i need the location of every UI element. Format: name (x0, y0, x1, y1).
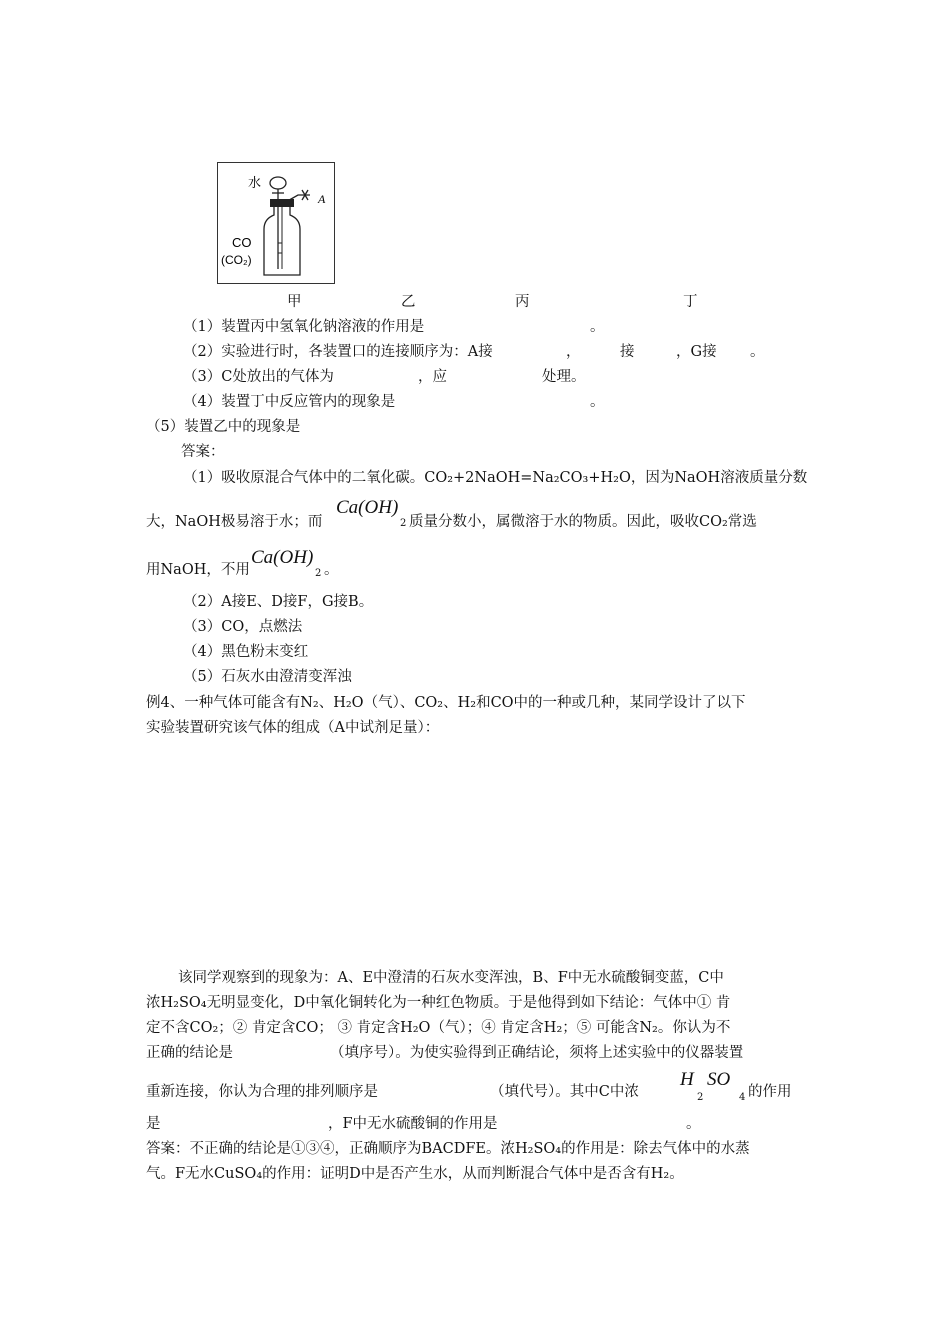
question-2-comma: ， (566, 344, 581, 360)
observation-line5-b: （填代号）。其中C中浓 (490, 1084, 639, 1100)
apparatus-figure (217, 162, 335, 284)
question-3: （3）C处放出的气体为 (183, 369, 334, 385)
answer-1-line1: （1）吸收原混合气体中的二氧化碳。CO₂+2NaOH=Na₂CO₃+H₂O，因为NaOH溶液质量分数 (183, 470, 808, 486)
caption-ding: 丁 (683, 294, 698, 310)
answer-3: （3）CO，点燃法 (183, 619, 303, 635)
formula-caoh: Ca(OH) (336, 497, 399, 518)
caption-bing: 丙 (515, 294, 530, 310)
a-label: A (318, 192, 326, 206)
question-2-g: ，G接 (676, 344, 717, 360)
answer-4: （4）黑色粉末变红 (183, 644, 309, 660)
example4-line1: 例4、一种气体可能含有N₂、H₂O（气）、CO₂、H₂和CO中的一种或几种，某同学设计了以下 (146, 695, 746, 711)
formula-caoh-2-sub: 2 (315, 568, 322, 579)
formula-h-sub: 2 (697, 1092, 704, 1103)
answer-2: （2）A接E、D接F，G接B。 (183, 594, 374, 610)
observation-line6-a: 是 (146, 1116, 161, 1132)
question-5: （5）装置乙中的现象是 (146, 419, 301, 435)
formula-caoh-sub: 2 (400, 518, 407, 529)
observation-line3: 定不含CO₂；② 肯定含CO； ③ 肯定含H₂O（气）；④ 肯定含H₂；⑤ 可能含N₂。你认为不 (146, 1020, 731, 1036)
observation-line1: 该同学观察到的现象为：A、E中澄清的石灰水变浑浊，B、F中无水硫酸铜变蓝，C中 (178, 970, 724, 986)
answer-1-line2-post: 质量分数小，属微溶于水的物质。因此，吸收CO₂常选 (409, 514, 757, 530)
question-2-connect: 接 (620, 344, 635, 360)
observation-line5-c: 的作用 (748, 1084, 792, 1100)
observation-line6-c: 。 (686, 1116, 701, 1132)
caption-jia: 甲 (287, 294, 302, 310)
observation-line6-b: ，F中无水硫酸铜的作用是 (328, 1116, 498, 1132)
answer-1-line3-pre: 用NaOH，不用 (146, 562, 250, 578)
question-4-end: 。 (590, 394, 605, 410)
question-3-should: ，应 (418, 369, 447, 385)
example4-line2: 实验装置研究该气体的组成（A中试剂足量）： (146, 720, 440, 736)
answer-5: （5）石灰水由澄清变浑浊 (183, 669, 352, 685)
formula-so: SO (707, 1069, 731, 1090)
answer-1-line3-post: 。 (324, 562, 339, 578)
water-label: 水 (248, 176, 262, 191)
question-3-process: 处理。 (542, 369, 586, 385)
formula-h: H (680, 1069, 694, 1090)
example4-answer-line2: 气。F无水CuSO₄的作用：证明D中是否产生水，从而判断混合气体中是否含有H₂。 (146, 1166, 684, 1182)
question-2-end: 。 (750, 344, 765, 360)
answer-1-line2-pre: 大，NaOH极易溶于水；而 (146, 514, 323, 530)
question-1: （1）装置丙中氢氧化钠溶液的作用是 (183, 319, 425, 335)
question-2: （2）实验进行时，各装置口的连接顺序为：A接 (183, 344, 493, 360)
question-4: （4）装置丁中反应管内的现象是 (183, 394, 396, 410)
question-1-end: 。 (590, 319, 605, 335)
caption-yi: 乙 (401, 294, 416, 310)
observation-line4-a: 正确的结论是 (146, 1045, 233, 1061)
formula-so-sub: 4 (739, 1092, 746, 1103)
co-label: CO (232, 235, 252, 250)
co2-label: (CO₂) (221, 253, 252, 267)
example4-answer-line1: 答案：不正确的结论是①③④，正确顺序为BACDFE。浓H₂SO₄的作用是：除去气体中的水蒸 (146, 1141, 750, 1157)
gas-bottle-diagram (218, 163, 334, 283)
observation-line2: 浓H₂SO₄无明显变化，D中氧化铜转化为一种红色物质。于是他得到如下结论：气体中① 肯 (146, 995, 731, 1011)
observation-line5-a: 重新连接，你认为合理的排列顺序是 (146, 1084, 378, 1100)
observation-line4-b: （填序号）。为使实验得到正确结论，须将上述实验中的仪器装置 (330, 1045, 744, 1061)
answer-label: 答案： (181, 444, 225, 460)
formula-caoh-2: Ca(OH) (251, 547, 314, 568)
